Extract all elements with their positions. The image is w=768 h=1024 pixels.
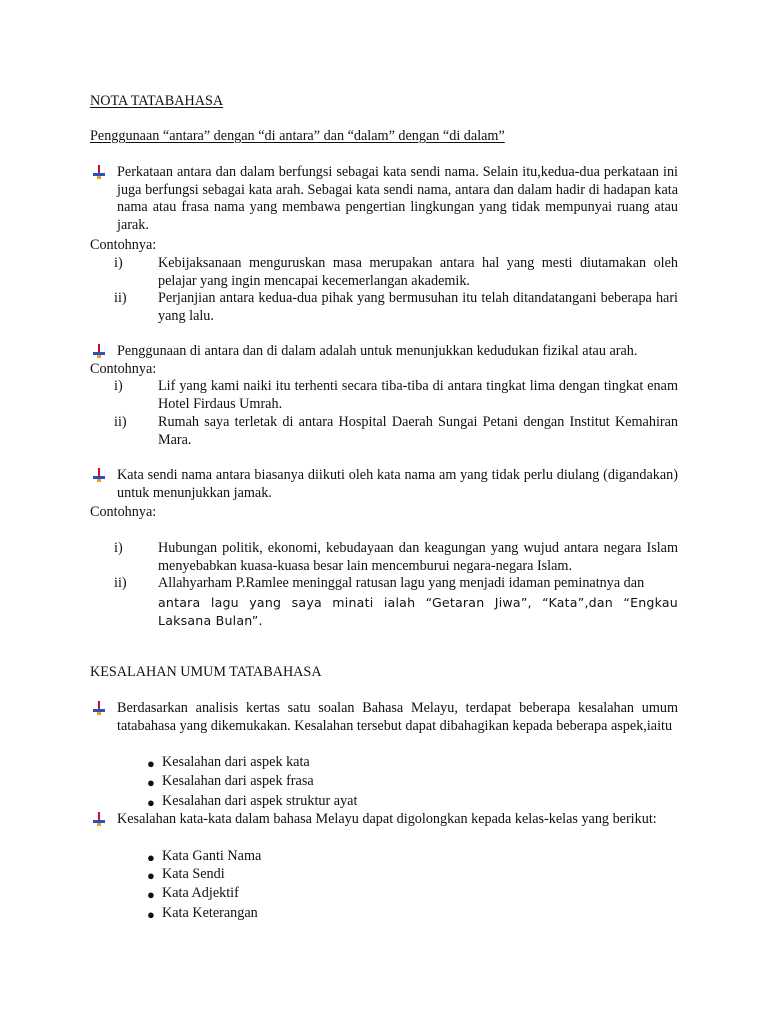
- bullet-dot: ●: [147, 887, 155, 902]
- example-text: Lif yang kami naiki itu terhenti secara tiba-tiba di antara tingkat lima dengan tingkat enam Hotel Firdaus Umrah.: [158, 378, 678, 412]
- bullet-dot: ●: [147, 756, 155, 771]
- bullet-item: Kata Adjektif: [162, 885, 239, 901]
- bullet-dot: ●: [147, 868, 155, 883]
- pin-bullet-icon: [92, 165, 106, 179]
- example-number: i): [114, 540, 123, 556]
- example-number: i): [114, 255, 123, 271]
- example-text: Rumah saya terletak di antara Hospital Daerah Sungai Petani dengan Institut Kemahiran Mara.: [158, 414, 678, 448]
- example-text: Kebijaksanaan menguruskan masa merupakan antara hal yang mesti diutamakan oleh pelajar yang ingin mencapai kecemerlangan akademik.: [158, 255, 678, 289]
- section-heading: KESALAHAN UMUM TATABAHASA: [90, 664, 322, 680]
- point-paragraph: Perkataan antara dan dalam berfungsi sebagai kata sendi nama. Selain itu,kedua-dua perkataan ini juga berfungsi sebagai kata arah. Sebagai kata sendi nama, antara dan dalam hadir di hadapan kata nama atau frasa nama yang membawa pengertian lingkungan yang tidak mempunyai ruang atau jarak.: [117, 164, 678, 233]
- example-number: ii): [114, 414, 127, 430]
- example-number: ii): [114, 575, 127, 591]
- section-subtitle: Penggunaan “antara” dengan “di antara” dan “dalam” dengan “di dalam”: [90, 128, 505, 144]
- example-text: antara lagu yang saya minati ialah “Getaran Jiwa”, “Kata”,dan “Engkau Laksana Bulan”.: [158, 595, 678, 628]
- point-paragraph: Penggunaan di antara dan di dalam adalah untuk menunjukkan kedudukan fizikal atau arah.: [117, 343, 638, 359]
- pin-bullet-icon: [92, 344, 106, 358]
- bullet-item: Kata Keterangan: [162, 905, 258, 921]
- bullet-dot: ●: [147, 907, 155, 922]
- bullet-item: Kata Sendi: [162, 866, 225, 882]
- pin-bullet-icon: [92, 468, 106, 482]
- point-paragraph: Berdasarkan analisis kertas satu soalan Bahasa Melayu, terdapat beberapa kesalahan umum tatabahasa yang dikemukakan. Kesalahan tersebut dapat dibahagikan kepada beberapa aspek,iaitu: [117, 700, 678, 734]
- example-label: Contohnya:: [90, 237, 157, 253]
- bullet-item: Kata Ganti Nama: [162, 848, 262, 864]
- bullet-dot: ●: [147, 795, 155, 810]
- bullet-item: Kesalahan dari aspek struktur ayat: [162, 793, 358, 809]
- example-number: ii): [114, 290, 127, 306]
- bullet-item: Kesalahan dari aspek frasa: [162, 773, 314, 789]
- example-text: Allahyarham P.Ramlee meninggal ratusan lagu yang menjadi idaman peminatnya dan: [158, 575, 645, 591]
- pin-bullet-icon: [92, 701, 106, 715]
- example-label: Contohnya:: [90, 504, 157, 520]
- bullet-dot: ●: [147, 850, 155, 865]
- point-paragraph: Kesalahan kata-kata dalam bahasa Melayu dapat digolongkan kepada kelas-kelas yang berikut:: [117, 811, 657, 827]
- bullet-dot: ●: [147, 775, 155, 790]
- example-number: i): [114, 378, 123, 394]
- example-text: Perjanjian antara kedua-dua pihak yang bermusuhan itu telah ditandatangani beberapa hari yang lalu.: [158, 290, 678, 324]
- page-title: NOTA TATABAHASA: [90, 93, 224, 109]
- example-text: Hubungan politik, ekonomi, kebudayaan dan keagungan yang wujud antara negara Islam menyebabkan kuasa-kuasa besar lain mencemburui negara-negara Islam.: [158, 540, 678, 574]
- pin-bullet-icon: [92, 812, 106, 826]
- example-label: Contohnya:: [90, 361, 157, 377]
- bullet-item: Kesalahan dari aspek kata: [162, 754, 310, 770]
- point-paragraph: Kata sendi nama antara biasanya diikuti oleh kata nama am yang tidak perlu diulang (digandakan) untuk menunjukkan jamak.: [117, 467, 678, 501]
